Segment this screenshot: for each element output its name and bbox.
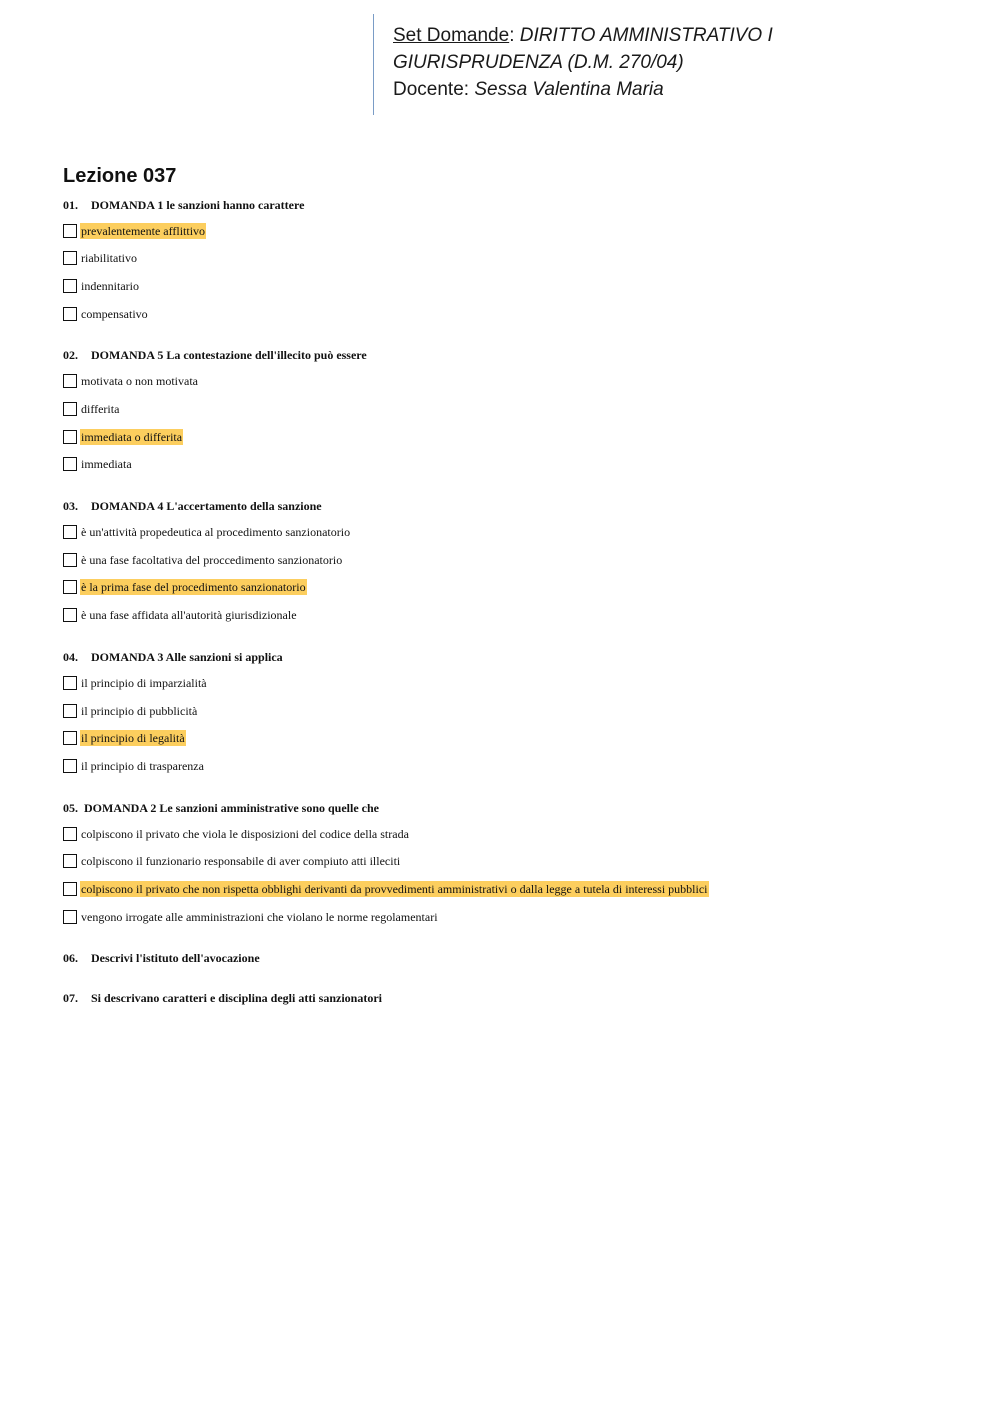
question-text: Si descrivano caratteri e disciplina degli atti sanzionatori <box>91 991 382 1005</box>
checkbox[interactable] <box>63 676 77 690</box>
checkbox[interactable] <box>63 430 77 444</box>
answer-text: compensativo <box>81 307 148 321</box>
checkbox[interactable] <box>63 374 77 388</box>
answer-text: è una fase facoltativa del proccedimento sanzionatorio <box>81 553 343 567</box>
header-line-1 <box>393 22 953 49</box>
question-2 <box>63 347 367 363</box>
document-header <box>393 22 953 103</box>
answer-text: vengono irrogate alle amministrazioni che violano le norme regolamentari <box>81 910 438 924</box>
question-4 <box>63 649 283 665</box>
set-separator: : <box>509 25 515 46</box>
checkbox[interactable] <box>63 525 77 539</box>
checkbox[interactable] <box>63 608 77 622</box>
answer-option[interactable] <box>63 909 439 925</box>
answer-option[interactable] <box>63 579 307 595</box>
answer-option[interactable] <box>63 758 205 774</box>
checkbox[interactable] <box>63 759 77 773</box>
answer-option[interactable] <box>63 223 206 239</box>
question-number: 01. <box>63 198 78 212</box>
checkbox[interactable] <box>63 882 77 896</box>
answer-text: colpiscono il funzionario responsabile di aver compiuto atti illeciti <box>81 854 401 868</box>
answer-option[interactable] <box>63 703 198 719</box>
answer-option[interactable] <box>63 250 138 266</box>
checkbox[interactable] <box>63 307 77 321</box>
answer-text: è un'attività propedeutica al procedimento sanzionatorio <box>81 525 351 539</box>
answer-option[interactable] <box>63 730 186 746</box>
answer-option[interactable] <box>63 552 343 568</box>
answer-text: è una fase affidata all'autorità giurisdizionale <box>81 608 297 622</box>
course-title-line1: DIRITTO AMMINISTRATIVO I <box>519 25 773 46</box>
checkbox[interactable] <box>63 854 77 868</box>
answer-option[interactable] <box>63 881 709 897</box>
answer-text: differita <box>81 402 120 416</box>
teacher-label: Docente: <box>393 79 470 100</box>
answer-option[interactable] <box>63 401 120 417</box>
answer-text: il principio di trasparenza <box>81 759 204 773</box>
answer-text: il principio di imparzialità <box>81 676 207 690</box>
answer-text: è la prima fase del procedimento sanzionatorio <box>81 580 306 594</box>
answer-option[interactable] <box>63 278 140 294</box>
answer-text: riabilitativo <box>81 251 137 265</box>
question-5 <box>63 800 379 816</box>
checkbox[interactable] <box>63 251 77 265</box>
set-label: Set Domande <box>393 25 510 46</box>
checkbox[interactable] <box>63 457 77 471</box>
answer-text: prevalentemente afflittivo <box>81 224 206 238</box>
course-title-line2: GIURISPRUDENZA (D.M. 270/04) <box>393 52 684 73</box>
question-text: DOMANDA 4 L'accertamento della sanzione <box>91 499 322 513</box>
answer-option[interactable] <box>63 853 401 869</box>
question-text: Descrivi l'istituto dell'avocazione <box>91 951 260 965</box>
header-divider <box>373 14 374 115</box>
answer-option[interactable] <box>63 524 351 540</box>
question-1 <box>63 197 304 213</box>
question-6 <box>63 950 260 966</box>
question-text: DOMANDA 3 Alle sanzioni si applica <box>91 650 283 664</box>
question-number: 04. <box>63 650 78 664</box>
answer-option[interactable] <box>63 306 149 322</box>
teacher-name: Sessa Valentina Maria <box>474 79 664 100</box>
answer-option[interactable] <box>63 373 199 389</box>
answer-text: immediata o differita <box>81 430 183 444</box>
header-line-2 <box>393 49 953 76</box>
answer-option[interactable] <box>63 675 208 691</box>
answer-text: colpiscono il privato che non rispetta obblighi derivanti da provvedimenti amministrativi o dalla legge a tutela di interessi pubblici <box>81 882 708 896</box>
checkbox[interactable] <box>63 580 77 594</box>
answer-text: colpiscono il privato che viola le disposizioni del codice della strada <box>81 827 409 841</box>
lesson-title: Lezione 037 <box>63 165 177 187</box>
answer-text: indennitario <box>81 279 139 293</box>
checkbox[interactable] <box>63 553 77 567</box>
answer-text: il principio di legalità <box>81 731 185 745</box>
question-text: DOMANDA 5 La contestazione dell'illecito può essere <box>91 348 367 362</box>
checkbox[interactable] <box>63 224 77 238</box>
question-number: 06. <box>63 951 78 965</box>
question-number: 05. <box>63 801 78 815</box>
answer-text: immediata <box>81 457 132 471</box>
question-number: 07. <box>63 991 78 1005</box>
question-number: 02. <box>63 348 78 362</box>
checkbox[interactable] <box>63 827 77 841</box>
checkbox[interactable] <box>63 910 77 924</box>
checkbox[interactable] <box>63 279 77 293</box>
checkbox[interactable] <box>63 704 77 718</box>
question-text: DOMANDA 2 Le sanzioni amministrative sono quelle che <box>84 801 379 815</box>
question-7 <box>63 990 382 1006</box>
checkbox[interactable] <box>63 402 77 416</box>
answer-option[interactable] <box>63 826 410 842</box>
answer-text: il principio di pubblicità <box>81 704 198 718</box>
answer-text: motivata o non motivata <box>81 374 198 388</box>
answer-option[interactable] <box>63 429 183 445</box>
header-line-3 <box>393 76 953 103</box>
checkbox[interactable] <box>63 731 77 745</box>
question-3 <box>63 498 322 514</box>
question-text: DOMANDA 1 le sanzioni hanno carattere <box>91 198 305 212</box>
answer-option[interactable] <box>63 607 298 623</box>
answer-option[interactable] <box>63 456 133 472</box>
question-number: 03. <box>63 499 78 513</box>
